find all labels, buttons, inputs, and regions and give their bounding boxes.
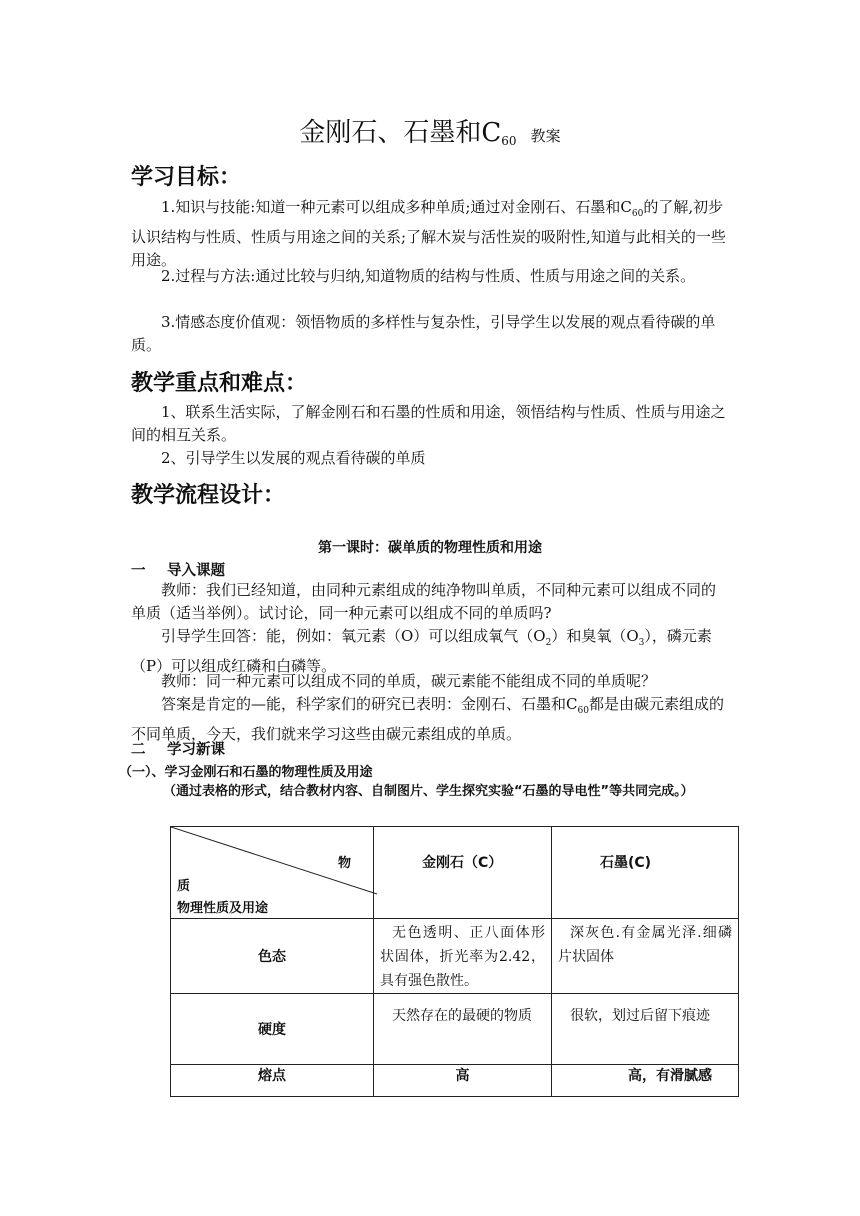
part1-paragraph-3: 教师：同一种元素可以组成不同的单质，碳元素能不能组成不同的单质呢？ [161, 672, 657, 690]
lesson-title: 第一课时：碳单质的物理性质和用途 [318, 540, 542, 556]
objectives-heading: 学习目标： [131, 165, 242, 190]
title-subscript: 60 [501, 134, 517, 148]
cell-graphite-melting: 高，有滑腻感 [552, 1065, 739, 1097]
keypoints-heading: 教学重点和难点： [131, 371, 308, 396]
flow-heading: 教学流程设计： [131, 483, 286, 508]
p2-text-c: ），磷元素（P）可以组成红磷和白磷等。 [131, 627, 712, 675]
p2-text-b: ）和臭氧（O [551, 627, 639, 645]
p4-text-a: 答案是肯定的—能，科学家们的研究已表明：金刚石、石墨和C [161, 695, 578, 713]
cell-diamond-color: 无色透明、正八面体形状固体，折光率为2.42，具有强色散性。 [374, 919, 552, 994]
row-label-hardness: 硬度 [171, 994, 374, 1065]
p2-text-a: 引导学生回答：能，例如：氧元素（O）可以组成氧气（O [161, 627, 546, 645]
column-header-graphite: 石墨(C) [552, 827, 739, 919]
objective-2: 2.过程与方法:通过比较与归纳,知道物质的结构与性质、性质与用途之间的关系。 [161, 267, 696, 285]
part1-title: 导入课题 [167, 563, 225, 579]
objective-1 [131, 196, 729, 272]
table-row [171, 919, 739, 994]
title-suffix: 教案 [530, 127, 561, 145]
properties-table [170, 826, 739, 1097]
document-title [0, 112, 860, 149]
objective-1-text-a: 1.知识与技能:知道一种元素可以组成多种单质;通过对金刚石、石墨和C [161, 198, 632, 216]
part2-heading [131, 738, 225, 759]
table-row [171, 994, 739, 1065]
part2-title: 学习新课 [167, 742, 225, 758]
corner-label-mid: 质 [177, 879, 191, 894]
p4-sub-1: 60 [577, 706, 589, 716]
table-header-row [171, 827, 739, 919]
column-header-diamond: 金刚石（C） [374, 827, 552, 919]
objective-3: 3.情感态度价值观：领悟物质的多样性与复杂性，引导学生以发展的观点看待碳的单质。 [131, 313, 716, 354]
p2-sub-1: 2 [545, 638, 552, 648]
title-main: 金刚石、石墨和C [299, 118, 502, 148]
part1-number: 一 [131, 563, 146, 579]
corner-label-top: 物 [337, 856, 351, 871]
keypoint-1: 1、联系生活实际，了解金刚石和石墨的性质和用途，领悟结构与性质、性质与用途之间的相互关系。 [131, 403, 726, 444]
objective-1-text-b: 的了解,初步认识结构与性质、性质与用途之间的关系;了解木炭与活性炭的吸附性,知道与此相关的一些用途。 [131, 198, 726, 269]
cell-diamond-melting: 高 [374, 1065, 552, 1097]
part1-paragraph-1: 教师：我们已经知道，由同种元素组成的纯净物叫单质，不同种元素可以组成不同的单质（适当举例）。试讨论，同一种元素可以组成不同的单质吗? [131, 581, 717, 622]
part1-heading [131, 559, 225, 580]
row-label-melting: 熔点 [171, 1065, 374, 1097]
p4-text-b: 都是由碳元素组成的不同单质，今天，我们就来学习这些由碳元素组成的单质。 [131, 695, 724, 743]
keypoint-2: 2、引导学生以发展的观点看待碳的单质 [161, 449, 426, 467]
cell-graphite-hardness: 很软，划过后留下痕迹 [552, 994, 739, 1065]
row-label-color: 色态 [171, 919, 374, 994]
part2-number: 二 [131, 742, 146, 758]
cell-diamond-hardness: 天然存在的最硬的物质 [374, 994, 552, 1065]
cell-graphite-color: 深灰色.有金属光泽.细磷片状固体 [552, 919, 739, 994]
table-row [171, 1065, 739, 1097]
part2-note: （通过表格的形式，结合教材内容、自制图片、学生探究实验“石墨的导电性”等共同完成。） [163, 784, 694, 799]
corner-label-bottom: 物理性质及用途 [177, 901, 269, 916]
part2-subheading: （一）、学习金刚石和石墨的物理性质及用途 [119, 765, 373, 780]
p2-sub-2: 3 [638, 638, 645, 648]
table-corner-cell [171, 827, 374, 919]
objective-1-subscript: 60 [631, 209, 644, 219]
